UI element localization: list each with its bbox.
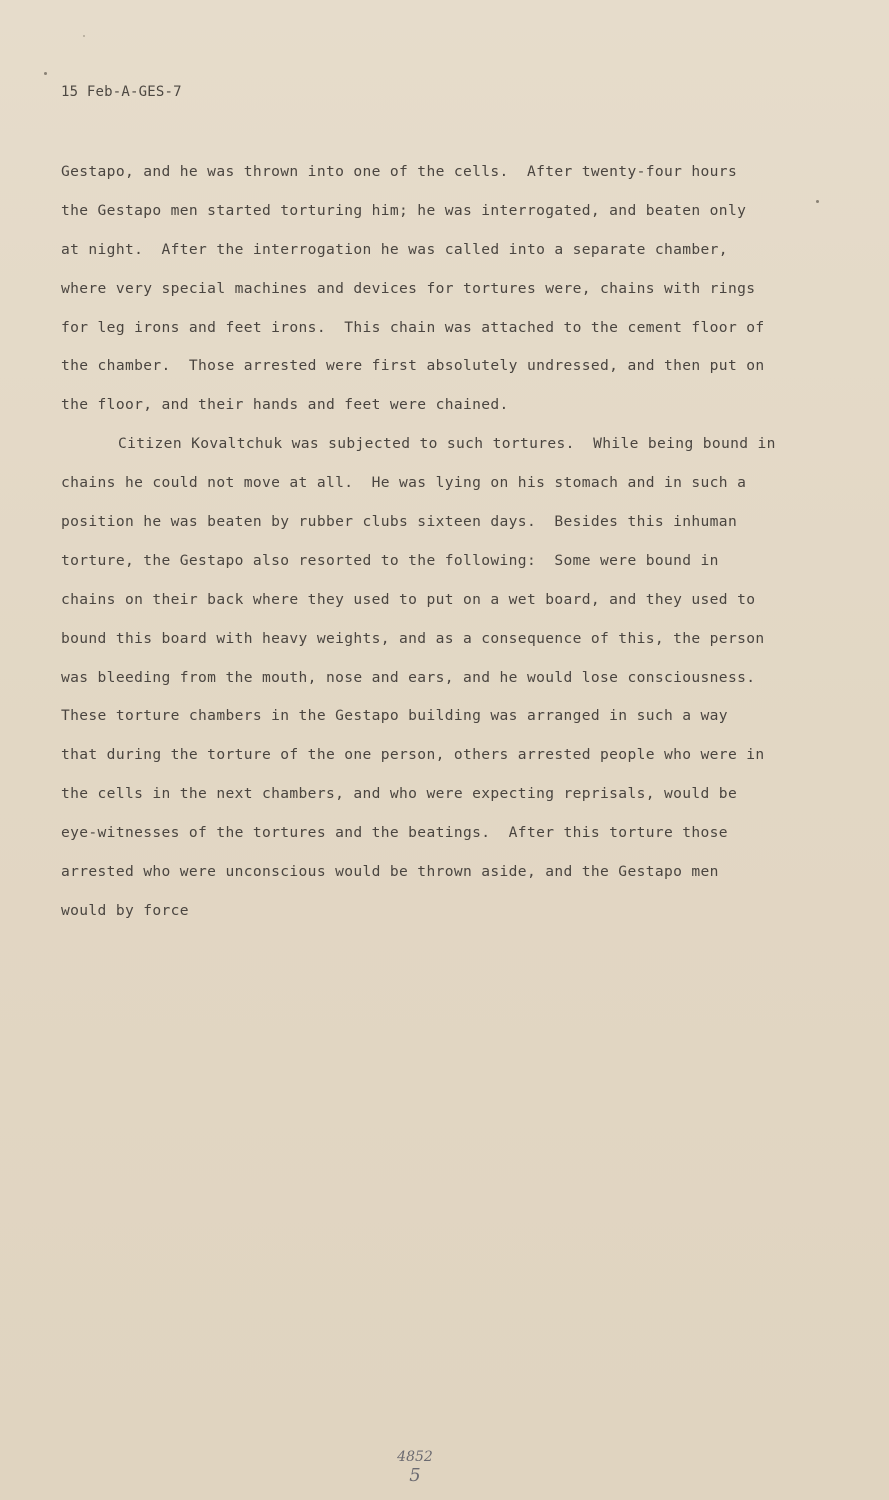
handwritten-number: 4852 xyxy=(397,1449,433,1465)
text-line: chains on their back where they used to put on a wet board, and they used to xyxy=(61,590,756,608)
text-line: Gestapo, and he was thrown into one of the cells. After twenty-four hours xyxy=(61,163,738,180)
text-line: eye-witnesses of the tortures and the beatings. After this torture those xyxy=(61,824,728,842)
text-line: These torture chambers in the Gestapo building was arranged in such a way xyxy=(61,707,728,725)
text-line: arrested who were unconscious would be thrown aside, and the Gestapo men xyxy=(61,863,719,881)
text-line: bound this board with heavy weights, and as a consequence of this, the person xyxy=(61,629,765,647)
text-line: the Gestapo men started torturing him; he was interrogated, and beaten only xyxy=(61,201,747,219)
text-line: was bleeding from the mouth, nose and ears, and he would lose consciousness. xyxy=(61,668,756,686)
page-number: 5 xyxy=(409,1465,421,1486)
text-line: that during the torture of the one person, others arrested people who were in xyxy=(61,746,765,764)
text-line: position he was beaten by rubber clubs sixteen days. Besides this inhuman xyxy=(61,513,738,531)
page-footer xyxy=(380,1448,450,1486)
text-line: the cells in the next chambers, and who were expecting reprisals, would be xyxy=(61,785,738,803)
text-line: the floor, and their hands and feet were chained. xyxy=(61,396,509,414)
text-line: at night. After the interrogation he was called into a separate chamber, xyxy=(61,240,728,258)
paper-speck xyxy=(44,72,47,75)
text-line: the chamber. Those arrested were first absolutely undressed, and then put on xyxy=(61,357,765,375)
text-line: torture, the Gestapo also resorted to the following: Some were bound in xyxy=(61,551,719,569)
document-reference: 15 Feb-A-GES-7 xyxy=(61,84,182,100)
document-body xyxy=(61,160,841,938)
text-line: where very special machines and devices for tortures were, chains with rings xyxy=(61,279,756,297)
text-line: for leg irons and feet irons. This chain was attached to the cement floor of xyxy=(61,318,765,336)
text-line: Citizen Kovaltchuk was subjected to such tortures. While being bound in xyxy=(118,435,776,453)
paper-speck xyxy=(83,35,85,37)
text-line: chains he could not move at all. He was lying on his stomach and in such a xyxy=(61,474,747,492)
text-line: would by force xyxy=(61,901,189,919)
